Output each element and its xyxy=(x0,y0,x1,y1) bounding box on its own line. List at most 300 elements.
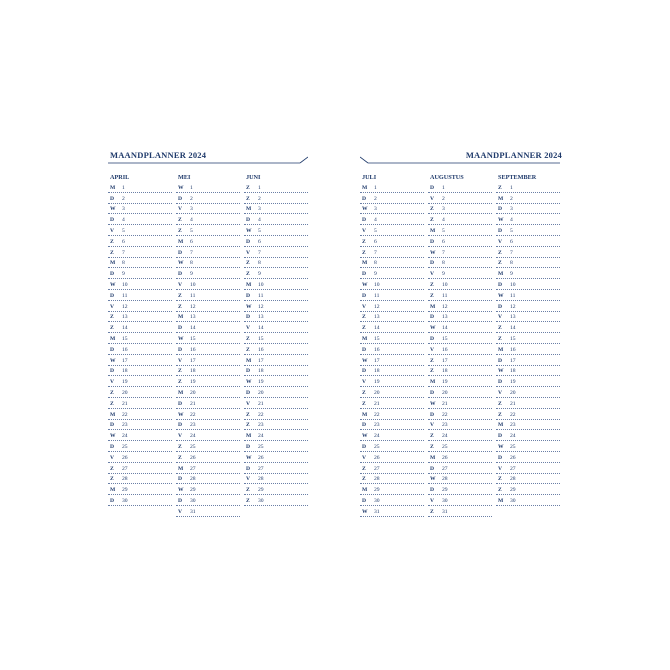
weekday-letter: W xyxy=(246,454,252,461)
day-row xyxy=(244,258,308,269)
day-number: 21 xyxy=(442,400,448,407)
day-row xyxy=(496,366,560,377)
day-number: 12 xyxy=(122,303,128,310)
day-number: 30 xyxy=(190,497,196,504)
day-row xyxy=(244,474,308,485)
weekday-letter: D xyxy=(110,346,115,353)
day-number: 20 xyxy=(374,389,380,396)
day-number: 6 xyxy=(122,238,125,245)
weekday-letter: Z xyxy=(178,454,182,461)
day-number: 2 xyxy=(374,195,377,202)
day-row xyxy=(360,344,424,355)
day-number: 23 xyxy=(190,422,196,429)
day-row xyxy=(244,441,308,452)
day-row xyxy=(360,333,424,344)
day-number: 1 xyxy=(510,184,513,191)
day-row xyxy=(428,355,492,366)
day-number: 9 xyxy=(442,271,445,278)
day-row xyxy=(108,366,172,377)
day-row xyxy=(496,204,560,215)
day-number: 17 xyxy=(510,357,516,364)
weekday-letter: V xyxy=(430,422,435,429)
day-row xyxy=(176,376,240,387)
day-number: 16 xyxy=(190,346,196,353)
weekday-letter: M xyxy=(362,411,368,418)
day-number: 29 xyxy=(374,487,380,494)
weekday-letter: D xyxy=(362,368,367,375)
day-row xyxy=(108,376,172,387)
day-row xyxy=(360,366,424,377)
day-number: 11 xyxy=(258,292,264,299)
day-row xyxy=(428,366,492,377)
day-number: 19 xyxy=(510,379,516,386)
day-row xyxy=(176,258,240,269)
day-number: 23 xyxy=(258,422,264,429)
month-name: SEPTEMBER xyxy=(498,174,537,181)
weekday-letter: W xyxy=(362,357,368,364)
day-row xyxy=(496,290,560,301)
day-row xyxy=(496,452,560,463)
day-row xyxy=(360,463,424,474)
day-number: 2 xyxy=(122,195,125,202)
day-row xyxy=(108,225,172,236)
day-number: 22 xyxy=(258,411,264,418)
weekday-letter: V xyxy=(178,357,183,364)
day-row xyxy=(176,387,240,398)
day-number: 10 xyxy=(510,281,516,288)
weekday-letter: Z xyxy=(110,389,114,396)
day-number: 17 xyxy=(190,357,196,364)
day-row xyxy=(360,398,424,409)
month-column-juni xyxy=(244,174,312,517)
day-number: 15 xyxy=(374,335,380,342)
day-number: 9 xyxy=(510,271,513,278)
day-row xyxy=(496,258,560,269)
weekday-letter: Z xyxy=(362,389,366,396)
weekday-letter: D xyxy=(430,487,435,494)
day-row xyxy=(108,452,172,463)
day-row xyxy=(176,344,240,355)
day-number: 16 xyxy=(258,346,264,353)
page-title: MAANDPLANNER 2024 xyxy=(465,150,562,160)
weekday-letter: M xyxy=(362,260,368,267)
day-row xyxy=(244,268,308,279)
day-row xyxy=(244,484,308,495)
weekday-letter: D xyxy=(362,195,367,202)
weekday-letter: Z xyxy=(246,271,250,278)
day-number: 8 xyxy=(510,260,513,267)
day-row xyxy=(244,312,308,323)
weekday-letter: M xyxy=(110,411,116,418)
weekday-letter: W xyxy=(498,368,504,375)
day-row xyxy=(360,301,424,312)
weekday-letter: W xyxy=(110,433,116,440)
weekday-letter: V xyxy=(430,271,435,278)
day-row xyxy=(428,452,492,463)
day-row xyxy=(108,484,172,495)
weekday-letter: Z xyxy=(110,249,114,256)
weekday-letter: Z xyxy=(246,487,250,494)
day-row xyxy=(428,204,492,215)
day-number: 8 xyxy=(258,260,261,267)
day-row xyxy=(428,225,492,236)
weekday-letter: D xyxy=(110,497,115,504)
day-number: 19 xyxy=(190,379,196,386)
weekday-letter: Z xyxy=(178,303,182,310)
day-number: 19 xyxy=(442,379,448,386)
day-row xyxy=(176,312,240,323)
weekday-letter: D xyxy=(430,411,435,418)
day-number: 13 xyxy=(258,314,264,321)
day-number: 12 xyxy=(258,303,264,310)
day-number: 13 xyxy=(122,314,128,321)
weekday-letter: W xyxy=(246,379,252,386)
weekday-letter: W xyxy=(362,281,368,288)
weekday-letter: D xyxy=(178,400,183,407)
weekday-letter: D xyxy=(246,465,251,472)
weekday-letter: M xyxy=(246,281,252,288)
day-row xyxy=(108,322,172,333)
day-number: 8 xyxy=(374,260,377,267)
weekday-letter: D xyxy=(110,422,115,429)
day-number: 23 xyxy=(374,422,380,429)
day-number: 27 xyxy=(258,465,264,472)
day-number: 2 xyxy=(258,195,261,202)
weekday-letter: M xyxy=(246,357,252,364)
day-number: 2 xyxy=(190,195,193,202)
weekday-letter: Z xyxy=(430,508,434,515)
day-number: 7 xyxy=(190,249,193,256)
day-row xyxy=(360,290,424,301)
day-row xyxy=(428,258,492,269)
day-row xyxy=(428,441,492,452)
day-row xyxy=(108,463,172,474)
day-row xyxy=(496,441,560,452)
day-row xyxy=(360,441,424,452)
day-number: 28 xyxy=(374,476,380,483)
weekday-letter: Z xyxy=(362,325,366,332)
weekday-letter: W xyxy=(178,184,184,191)
weekday-letter: D xyxy=(498,206,503,213)
weekday-letter: D xyxy=(498,303,503,310)
day-number: 22 xyxy=(510,411,516,418)
day-number: 4 xyxy=(442,217,445,224)
day-row xyxy=(496,279,560,290)
day-number: 30 xyxy=(122,497,128,504)
day-row xyxy=(244,420,308,431)
weekday-letter: Z xyxy=(430,292,434,299)
day-number: 25 xyxy=(442,443,448,450)
weekday-letter: V xyxy=(362,379,367,386)
day-number: 28 xyxy=(258,476,264,483)
month-columns xyxy=(360,174,564,517)
day-row xyxy=(360,225,424,236)
day-row xyxy=(176,398,240,409)
day-number: 3 xyxy=(510,206,513,213)
day-row xyxy=(176,441,240,452)
day-number: 7 xyxy=(374,249,377,256)
day-number: 26 xyxy=(442,454,448,461)
day-row xyxy=(108,387,172,398)
day-row xyxy=(428,387,492,398)
day-row xyxy=(496,420,560,431)
day-number: 19 xyxy=(374,379,380,386)
day-row xyxy=(428,214,492,225)
day-row xyxy=(428,420,492,431)
day-row xyxy=(496,214,560,225)
weekday-letter: W xyxy=(362,206,368,213)
weekday-letter: D xyxy=(430,465,435,472)
day-number: 15 xyxy=(510,335,516,342)
weekday-letter: M xyxy=(110,487,116,494)
day-row xyxy=(428,322,492,333)
day-number: 22 xyxy=(442,411,448,418)
day-row xyxy=(108,409,172,420)
day-row xyxy=(360,420,424,431)
day-row xyxy=(176,247,240,258)
day-number: 5 xyxy=(374,227,377,234)
weekday-letter: D xyxy=(498,454,503,461)
day-number: 4 xyxy=(122,217,125,224)
day-row xyxy=(108,495,172,506)
day-row xyxy=(428,247,492,258)
day-number: 20 xyxy=(510,389,516,396)
day-row xyxy=(428,344,492,355)
weekday-letter: Z xyxy=(246,411,250,418)
day-row xyxy=(496,387,560,398)
day-number: 25 xyxy=(258,443,264,450)
day-row xyxy=(176,495,240,506)
day-row xyxy=(244,495,308,506)
weekday-letter: W xyxy=(246,303,252,310)
day-row xyxy=(496,236,560,247)
day-row xyxy=(496,463,560,474)
day-number: 5 xyxy=(510,227,513,234)
day-number: 11 xyxy=(374,292,380,299)
day-number: 2 xyxy=(442,195,445,202)
weekday-letter: V xyxy=(430,497,435,504)
day-row xyxy=(360,474,424,485)
weekday-letter: D xyxy=(246,389,251,396)
day-row xyxy=(428,193,492,204)
day-number: 29 xyxy=(510,487,516,494)
day-number: 7 xyxy=(510,249,513,256)
day-number: 27 xyxy=(122,465,128,472)
day-number: 31 xyxy=(190,508,196,515)
day-number: 15 xyxy=(258,335,264,342)
weekday-letter: Z xyxy=(362,314,366,321)
weekday-letter: D xyxy=(362,271,367,278)
day-row xyxy=(496,344,560,355)
left-page xyxy=(108,0,318,670)
day-number: 3 xyxy=(258,206,261,213)
weekday-letter: V xyxy=(246,325,251,332)
weekday-letter: D xyxy=(178,422,183,429)
weekday-letter: M xyxy=(362,487,368,494)
weekday-letter: Z xyxy=(430,357,434,364)
day-row xyxy=(496,376,560,387)
day-row xyxy=(108,474,172,485)
day-number: 29 xyxy=(122,487,128,494)
weekday-letter: W xyxy=(110,357,116,364)
day-row xyxy=(360,506,424,517)
day-row xyxy=(108,333,172,344)
day-number: 25 xyxy=(510,443,516,450)
day-number: 28 xyxy=(442,476,448,483)
day-number: 21 xyxy=(258,400,264,407)
day-row xyxy=(176,214,240,225)
weekday-letter: V xyxy=(110,227,115,234)
day-number: 21 xyxy=(190,400,196,407)
day-row xyxy=(244,463,308,474)
weekday-letter: Z xyxy=(430,217,434,224)
day-row xyxy=(244,290,308,301)
day-number: 13 xyxy=(374,314,380,321)
day-number: 20 xyxy=(122,389,128,396)
weekday-letter: M xyxy=(430,303,436,310)
day-number: 16 xyxy=(442,346,448,353)
weekday-letter: D xyxy=(110,292,115,299)
day-row xyxy=(176,322,240,333)
day-number: 26 xyxy=(510,454,516,461)
weekday-letter: D xyxy=(178,497,183,504)
weekday-letter: M xyxy=(498,346,504,353)
day-number: 27 xyxy=(442,465,448,472)
month-name: MEI xyxy=(178,174,191,181)
day-row xyxy=(108,214,172,225)
day-number: 10 xyxy=(122,281,128,288)
day-row xyxy=(428,474,492,485)
day-number: 24 xyxy=(190,433,196,440)
day-number: 24 xyxy=(442,433,448,440)
day-number: 14 xyxy=(190,325,196,332)
day-number: 18 xyxy=(510,368,516,375)
day-row xyxy=(360,387,424,398)
day-row xyxy=(244,366,308,377)
day-number: 11 xyxy=(510,292,516,299)
day-number: 17 xyxy=(374,357,380,364)
weekday-letter: Z xyxy=(498,325,502,332)
day-number: 8 xyxy=(122,260,125,267)
day-row xyxy=(244,452,308,463)
day-number: 3 xyxy=(374,206,377,213)
weekday-letter: M xyxy=(498,422,504,429)
day-row xyxy=(244,322,308,333)
weekday-letter: V xyxy=(430,195,435,202)
day-number: 14 xyxy=(258,325,264,332)
day-number: 3 xyxy=(122,206,125,213)
weekday-letter: M xyxy=(110,335,116,342)
day-row xyxy=(496,247,560,258)
weekday-letter: D xyxy=(498,227,503,234)
day-number: 23 xyxy=(510,422,516,429)
day-row xyxy=(428,484,492,495)
weekday-letter: Z xyxy=(178,292,182,299)
day-row xyxy=(108,290,172,301)
day-number: 14 xyxy=(442,325,448,332)
day-row xyxy=(176,452,240,463)
weekday-letter: D xyxy=(362,217,367,224)
day-number: 4 xyxy=(258,217,261,224)
weekday-letter: D xyxy=(246,443,251,450)
weekday-letter: D xyxy=(498,433,503,440)
weekday-letter: D xyxy=(362,346,367,353)
day-row xyxy=(428,463,492,474)
day-number: 3 xyxy=(190,206,193,213)
month-name: JULI xyxy=(362,174,377,181)
day-row xyxy=(108,420,172,431)
day-row xyxy=(428,236,492,247)
day-number: 12 xyxy=(374,303,380,310)
day-row xyxy=(176,193,240,204)
day-row xyxy=(496,484,560,495)
day-row xyxy=(176,484,240,495)
day-row xyxy=(360,322,424,333)
day-number: 12 xyxy=(510,303,516,310)
weekday-letter: Z xyxy=(246,422,250,429)
day-number: 22 xyxy=(190,411,196,418)
weekday-letter: D xyxy=(246,368,251,375)
weekday-letter: Z xyxy=(178,227,182,234)
page-title: MAANDPLANNER 2024 xyxy=(110,150,207,160)
weekday-letter: W xyxy=(110,206,116,213)
weekday-letter: D xyxy=(430,260,435,267)
weekday-letter: Z xyxy=(246,335,250,342)
day-row xyxy=(176,506,240,517)
day-number: 20 xyxy=(258,389,264,396)
weekday-letter: Z xyxy=(430,281,434,288)
weekday-letter: M xyxy=(362,184,368,191)
weekday-letter: D xyxy=(110,195,115,202)
day-number: 29 xyxy=(190,487,196,494)
day-row xyxy=(244,279,308,290)
weekday-letter: W xyxy=(498,443,504,450)
day-number: 18 xyxy=(122,368,128,375)
day-number: 27 xyxy=(374,465,380,472)
day-row xyxy=(108,301,172,312)
day-row xyxy=(360,193,424,204)
weekday-letter: D xyxy=(498,281,503,288)
day-number: 25 xyxy=(122,443,128,450)
weekday-letter: Z xyxy=(498,184,502,191)
title-rule xyxy=(108,156,308,164)
weekday-letter: Z xyxy=(362,476,366,483)
weekday-letter: V xyxy=(362,454,367,461)
day-row xyxy=(428,268,492,279)
weekday-letter: V xyxy=(178,433,183,440)
day-number: 18 xyxy=(374,368,380,375)
day-number: 1 xyxy=(442,184,445,191)
day-row xyxy=(244,301,308,312)
day-row xyxy=(428,376,492,387)
day-number: 31 xyxy=(374,508,380,515)
weekday-letter: W xyxy=(178,335,184,342)
day-number: 4 xyxy=(374,217,377,224)
day-row xyxy=(428,333,492,344)
weekday-letter: D xyxy=(430,238,435,245)
day-row xyxy=(496,182,560,193)
weekday-letter: V xyxy=(178,206,183,213)
day-number: 31 xyxy=(442,508,448,515)
day-row xyxy=(176,474,240,485)
day-row xyxy=(496,409,560,420)
day-number: 30 xyxy=(374,497,380,504)
day-number: 23 xyxy=(442,422,448,429)
weekday-letter: W xyxy=(430,476,436,483)
day-number: 19 xyxy=(122,379,128,386)
weekday-letter: Z xyxy=(362,249,366,256)
weekday-letter: M xyxy=(178,389,184,396)
